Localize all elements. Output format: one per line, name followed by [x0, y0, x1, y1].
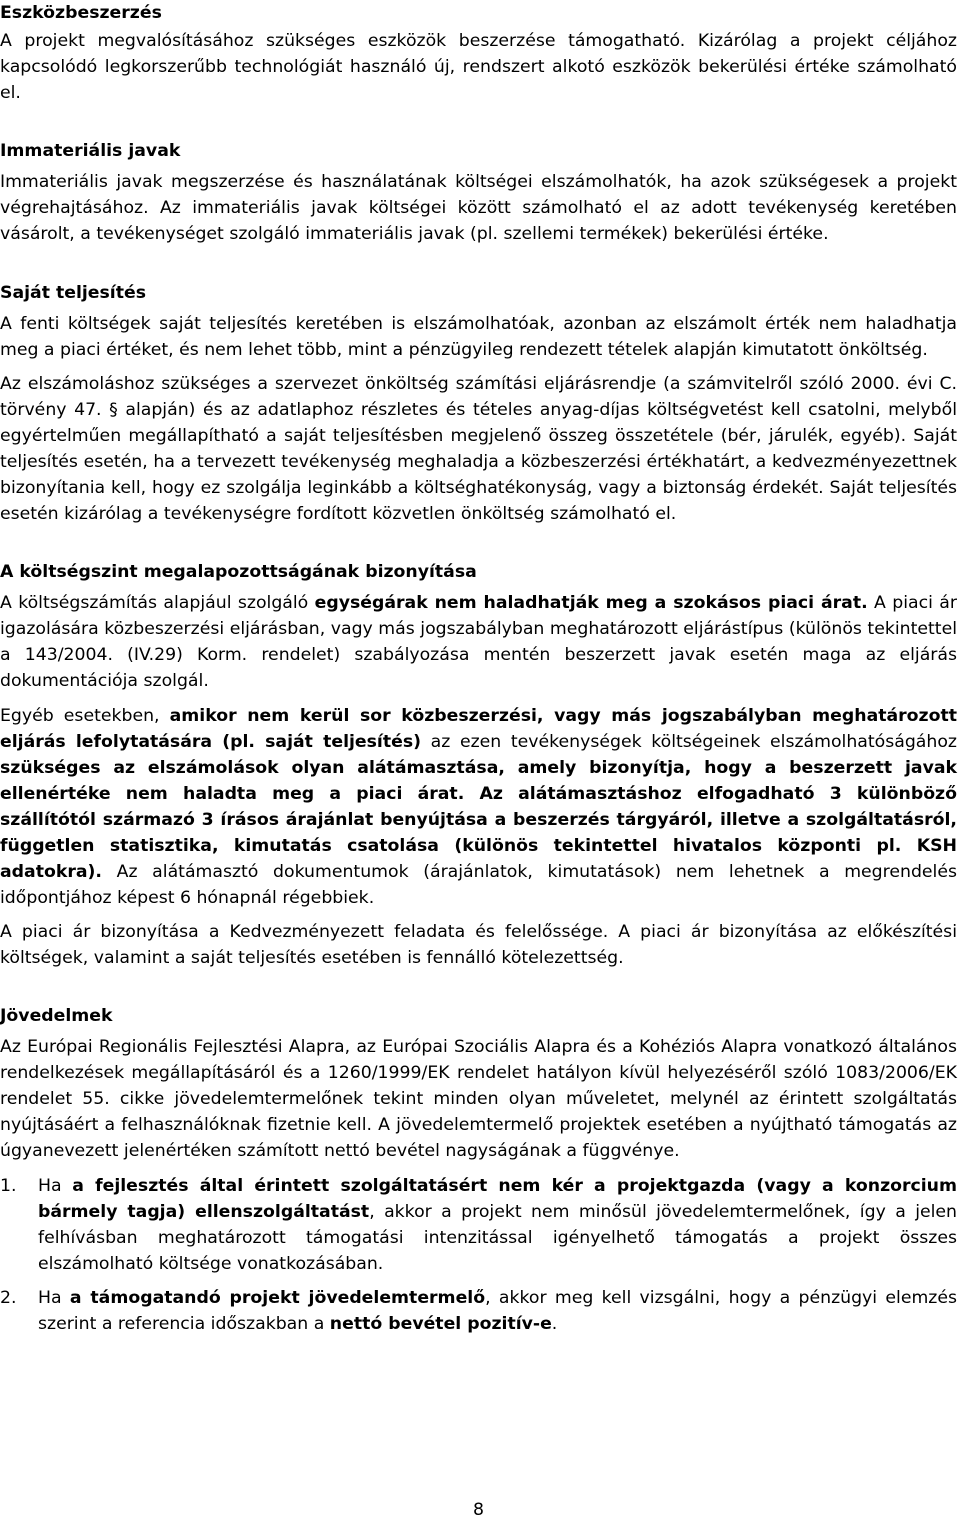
- text-run: Ha: [38, 1288, 70, 1308]
- paragraph-koltseg-1: [0, 590, 957, 694]
- numbered-list: [0, 1173, 957, 1337]
- text-run: A költségszámítás alapjául szolgáló: [0, 593, 315, 613]
- list-item: [0, 1285, 957, 1337]
- paragraph-sajat-1: A fenti költségek saját teljesítés keretében is elszámolhatóak, azonban az elszámolt érték nem haladhatja meg a piaci értéket, és nem lehet több, mint a pénzügyileg rendezett tételek alapján kimutatott önköltség.: [0, 314, 957, 360]
- bold-text-run: szükséges az elszámolások olyan alátámasztása, amely bizonyítja, hogy a beszerzett javak ellenértéke nem haladta meg a piaci árat. Az alátámasztáshoz elfogadható 3 különböző szállítótól származó 3 írásos árajánlat benyújtása a beszerzés tárgyáról, illetve a szolgáltatásról, független statisztika, kimutatás csatolása (különös tekintettel hivatalos központi pl. KSH adatokra).: [0, 758, 957, 882]
- paragraph-koltseg-2: [0, 703, 957, 911]
- list-item-text: [38, 1285, 957, 1337]
- text-run: Az alátámasztó dokumentumok (árajánlatok, kimutatások) nem lehetnek a megrendelés időpontjához képest 6 hónapnál régebbiek.: [0, 862, 957, 908]
- text-run: A piaci ár igazolására közbeszerzési eljárásban, vagy más jogszabályban meghatározott eljárástípus (különös tekintettel a 143/2004. (IV.29) Korm. rendelet) szabályozása mentén beszerzett javak esetén maga az eljárás dokumentációja szolgál.: [0, 593, 957, 691]
- text-run: , akkor meg kell vizsgálni, hogy a pénzügyi elemzés szerint a referencia időszakban a: [38, 1288, 958, 1334]
- text-run: .: [551, 1314, 558, 1334]
- page-number: 8: [473, 1500, 484, 1520]
- paragraph-koltseg-3: A piaci ár bizonyítása a Kedvezményezett feladata és felelőssége. A piaci ár bizonyítása az előkészítési költségek, valamint a saját teljesítés esetében is fennálló kötelezettség.: [0, 922, 957, 968]
- text-run: az ezen tevékenységek költségeinek elszámolhatóságához: [421, 732, 957, 752]
- paragraph-eszkozbeszerzes: A projekt megvalósításához szükséges eszközök beszerzése támogatható. Kizárólag a projekt céljához kapcsolódó legkorszerűbb technológiát használó új, rendszert alkotó eszközök bekerülési értéke számolható el.: [0, 31, 957, 103]
- text-run: Ha: [38, 1176, 73, 1196]
- section-heading-koltsegszint: A költségszint megalapozottságának bizonyítása: [0, 562, 477, 582]
- text-run: , akkor a projekt nem minősül jövedelemtermelőnek, így a jelen felhívásban meghatározott támogatási intenzitással igényelhető támogatás a projekt összes elszámolható költsége vonatkozásában.: [38, 1202, 958, 1274]
- paragraph-jovedelmek: Az Európai Regionális Fejlesztési Alapra, az Európai Szociális Alapra és a Kohéziós Alapra vonatkozó általános rendelkezések megállapításáról és a 1260/1999/EK rendelet hatályon kívül helyezéséről szóló 1083/2006/EK rendelet 55. cikke jövedelemtermelőnek tekint minden olyan műveletet, melynél az érintett szolgáltatás nyújtásáért a felhasználóknak fizetnie kell. A jövedelemtermelő projektek esetében a nyújtható támogatás az úgyanevezett jelenértéken számított nettó bevétel nagyságának a függvénye.: [0, 1037, 957, 1161]
- paragraph-sajat-2: Az elszámoláshoz szükséges a szervezet önköltség számítási eljárásrendje (a számvitelről szóló 2000. évi C. törvény 47. § alapján) és az adatlaphoz részletes és tételes anyag-díjas költségvetést kell csatolni, melyből egyértelműen megállapítható a saját teljesítésben megjelenő összeg összetétele (bér, járulék, egyéb). Saját teljesítés esetén, ha a tervezett tevékenység meghaladja a közbeszerzési értékhatárt, a kedvezményezettnek bizonyítania kell, hogy ez szolgálja leginkább a költséghatékonyság, vagy a biztonság érdekét. Saját teljesítés esetén kizárólag a tevékenységre fordított közvetlen önköltség számolható el.: [0, 374, 957, 524]
- section-heading-sajat-teljesites: Saját teljesítés: [0, 283, 146, 303]
- bold-text-run: a fejlesztés által érintett szolgáltatásért nem kér a projektgazda (vagy a konzorcium bármely tagja) ellenszolgáltatást: [38, 1176, 957, 1222]
- section-heading-immaterialis: Immateriális javak: [0, 141, 181, 161]
- paragraph-immaterialis: Immateriális javak megszerzése és használatának költségei elszámolhatók, ha azok szükségesek a projekt végrehajtásához. Az immateriális javak költségei között számolható el az adott tevékenység keretében vásárolt, a tevékenységet szolgáló immateriális javak (pl. szellemi termékek) bekerülési értéke.: [0, 172, 957, 244]
- text-run: Egyéb esetekben,: [0, 706, 170, 726]
- list-item-text: [38, 1173, 957, 1277]
- bold-text-run: a támogatandó projekt jövedelemtermelő: [69, 1288, 486, 1308]
- list-item: [0, 1173, 957, 1277]
- list-item-number: 2.: [0, 1288, 17, 1308]
- bold-text-run: nettó bevétel pozitív-e: [329, 1314, 552, 1334]
- bold-text-run: egységárak nem haladhatják meg a szokásos piaci árat.: [314, 593, 868, 613]
- bold-text-run: amikor nem kerül sor közbeszerzési, vagy más jogszabályban meghatározott eljárás lefolytatására (pl. saját teljesítés): [0, 706, 957, 752]
- section-heading-eszkozbeszerzes: Eszközbeszerzés: [0, 3, 162, 23]
- list-item-number: 1.: [0, 1176, 17, 1196]
- section-heading-jovedelmek: Jövedelmek: [0, 1006, 113, 1026]
